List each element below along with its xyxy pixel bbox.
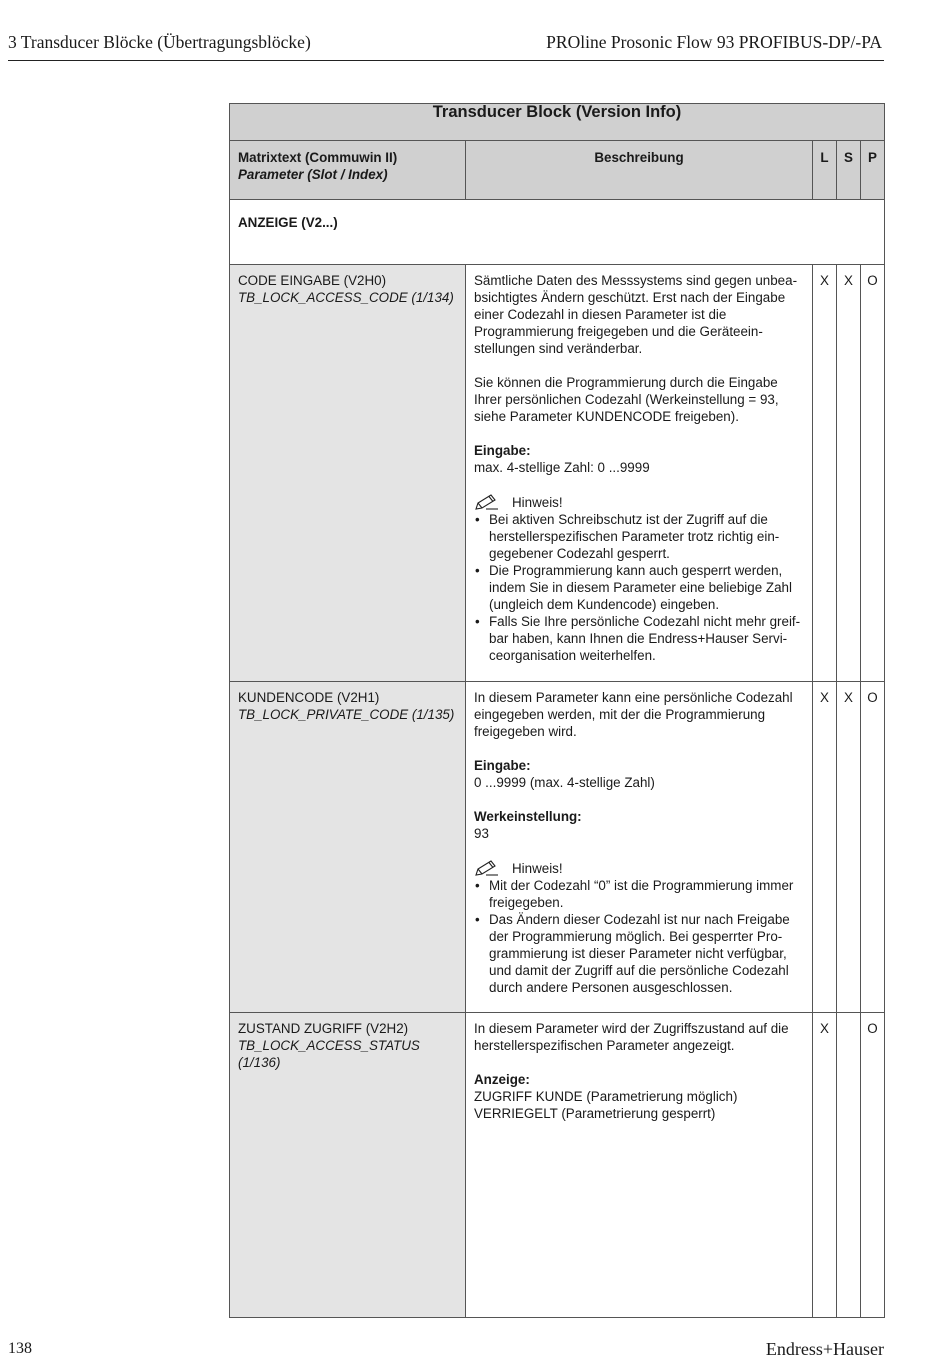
note-list	[474, 877, 804, 996]
note-list	[474, 511, 804, 664]
pencil-note-icon	[474, 859, 500, 877]
list-item: • Mit der Codezahl “0” ist die Programmierung immer freigegeben.	[474, 877, 804, 911]
list-item: • Bei aktiven Schreibschutz ist der Zugriff auf die herstellerspezifischen Parameter trotz richtig ein-gegebener Codezahl gesperrt.	[474, 511, 804, 562]
column-header-p: P	[861, 141, 885, 200]
flag-l: X	[813, 1013, 837, 1318]
list-item: • Falls Sie Ihre persönliche Codezahl nicht mehr greif-bar haben, kann Ihnen die Endress+Hauser Servi-ceorganisation weiterhelfen.	[474, 613, 804, 664]
section-heading: ANZEIGE (V2...)	[230, 200, 885, 265]
default-value: 93	[474, 826, 489, 841]
flag-p: O	[861, 265, 885, 682]
description-cell	[466, 682, 813, 1013]
matrix-text: ZUSTAND ZUGRIFF (V2H2)	[238, 1021, 409, 1036]
brand-logo-text: Endress+Hauser	[765, 1339, 884, 1359]
list-item: • Die Programmierung kann auch gesperrt werden, indem Sie in diesem Parameter eine beliebige Zahl (ungleich dem Kundencode) eingeben.	[474, 562, 804, 613]
description-cell	[466, 1013, 813, 1318]
flag-l: X	[813, 682, 837, 1013]
flag-s	[837, 1013, 861, 1318]
column-header-matrixtext	[230, 141, 466, 200]
note-heading	[474, 859, 804, 877]
input-value: 0 ...9999 (max. 4-stellige Zahl)	[474, 775, 655, 790]
display-label: Anzeige:	[474, 1072, 530, 1087]
transducer-block-table	[229, 103, 885, 1318]
note-label: Hinweis!	[512, 494, 563, 510]
column-header-l: L	[813, 141, 837, 200]
page-number: 138	[8, 1340, 32, 1357]
note-label: Hinweis!	[512, 860, 563, 876]
input-value: max. 4-stellige Zahl: 0 ...9999	[474, 460, 650, 475]
description-paragraph: Sämtliche Daten des Messsystems sind gegen unbea-bsichtigtes Ändern geschützt. Erst nach der Eingabe einer Codezahl in diesen Parameter ist die Programmierung freigegeben und die Geräteein-stellungen sind veränderbar.	[474, 273, 798, 356]
flag-s: X	[837, 682, 861, 1013]
column-header-parameter-label: Parameter (Slot / Index)	[238, 167, 388, 182]
flag-l: X	[813, 265, 837, 682]
document-title: PROline Prosonic Flow 93 PROFIBUS-DP/-PA	[546, 32, 882, 52]
matrix-text: KUNDENCODE (V2H1)	[238, 690, 380, 705]
input-label: Eingabe:	[474, 758, 531, 773]
parameter-text: TB_LOCK_ACCESS_CODE (1/134)	[238, 290, 454, 305]
pencil-note-icon	[474, 493, 500, 511]
table-row	[230, 1013, 885, 1318]
chapter-title: 3 Transducer Blöcke (Übertragungsblöcke)	[8, 32, 311, 52]
flag-s: X	[837, 265, 861, 682]
display-value: ZUGRIFF KUNDE (Parametrierung möglich)	[474, 1089, 738, 1104]
table-row	[230, 682, 885, 1013]
note-heading	[474, 493, 804, 511]
description-cell	[466, 265, 813, 682]
table-row	[230, 265, 885, 682]
input-label: Eingabe:	[474, 443, 531, 458]
column-header-s: S	[837, 141, 861, 200]
running-header	[8, 30, 884, 61]
description-paragraph: In diesem Parameter wird der Zugriffszustand auf die herstellerspezifischen Parameter angezeigt.	[474, 1021, 789, 1053]
matrix-text: CODE EINGABE (V2H0)	[238, 273, 387, 288]
flag-p: O	[861, 1013, 885, 1318]
flag-p: O	[861, 682, 885, 1013]
column-header-matrix-label: Matrixtext (Commuwin II)	[238, 150, 398, 165]
column-header-beschreibung: Beschreibung	[466, 141, 813, 200]
parameter-text: TB_LOCK_ACCESS_STATUS (1/136)	[238, 1038, 420, 1070]
display-value: VERRIEGELT (Parametrierung gesperrt)	[474, 1106, 716, 1121]
default-label: Werkeinstellung:	[474, 809, 582, 824]
table-title: Transducer Block (Version Info)	[230, 104, 885, 141]
matrix-cell	[230, 1013, 466, 1318]
parameter-text: TB_LOCK_PRIVATE_CODE (1/135)	[238, 707, 455, 722]
list-item: • Das Ändern dieser Codezahl ist nur nach Freigabe der Programmierung möglich. Bei gesperrter Pro-grammierung ist dieser Parameter nicht verfügbar, und damit der Zugriff auf die persönliche Codezahl durch andere Personen ausgeschlossen.	[474, 911, 804, 996]
matrix-cell	[230, 265, 466, 682]
description-paragraph: Sie können die Programmierung durch die Eingabe Ihrer persönlichen Codezahl (Werkeinstellung = 93, siehe Parameter KUNDENCODE freigeben).	[474, 375, 779, 424]
description-paragraph: In diesem Parameter kann eine persönliche Codezahl eingegeben werden, mit der die Programmierung freigegeben wird.	[474, 690, 793, 739]
matrix-cell	[230, 682, 466, 1013]
